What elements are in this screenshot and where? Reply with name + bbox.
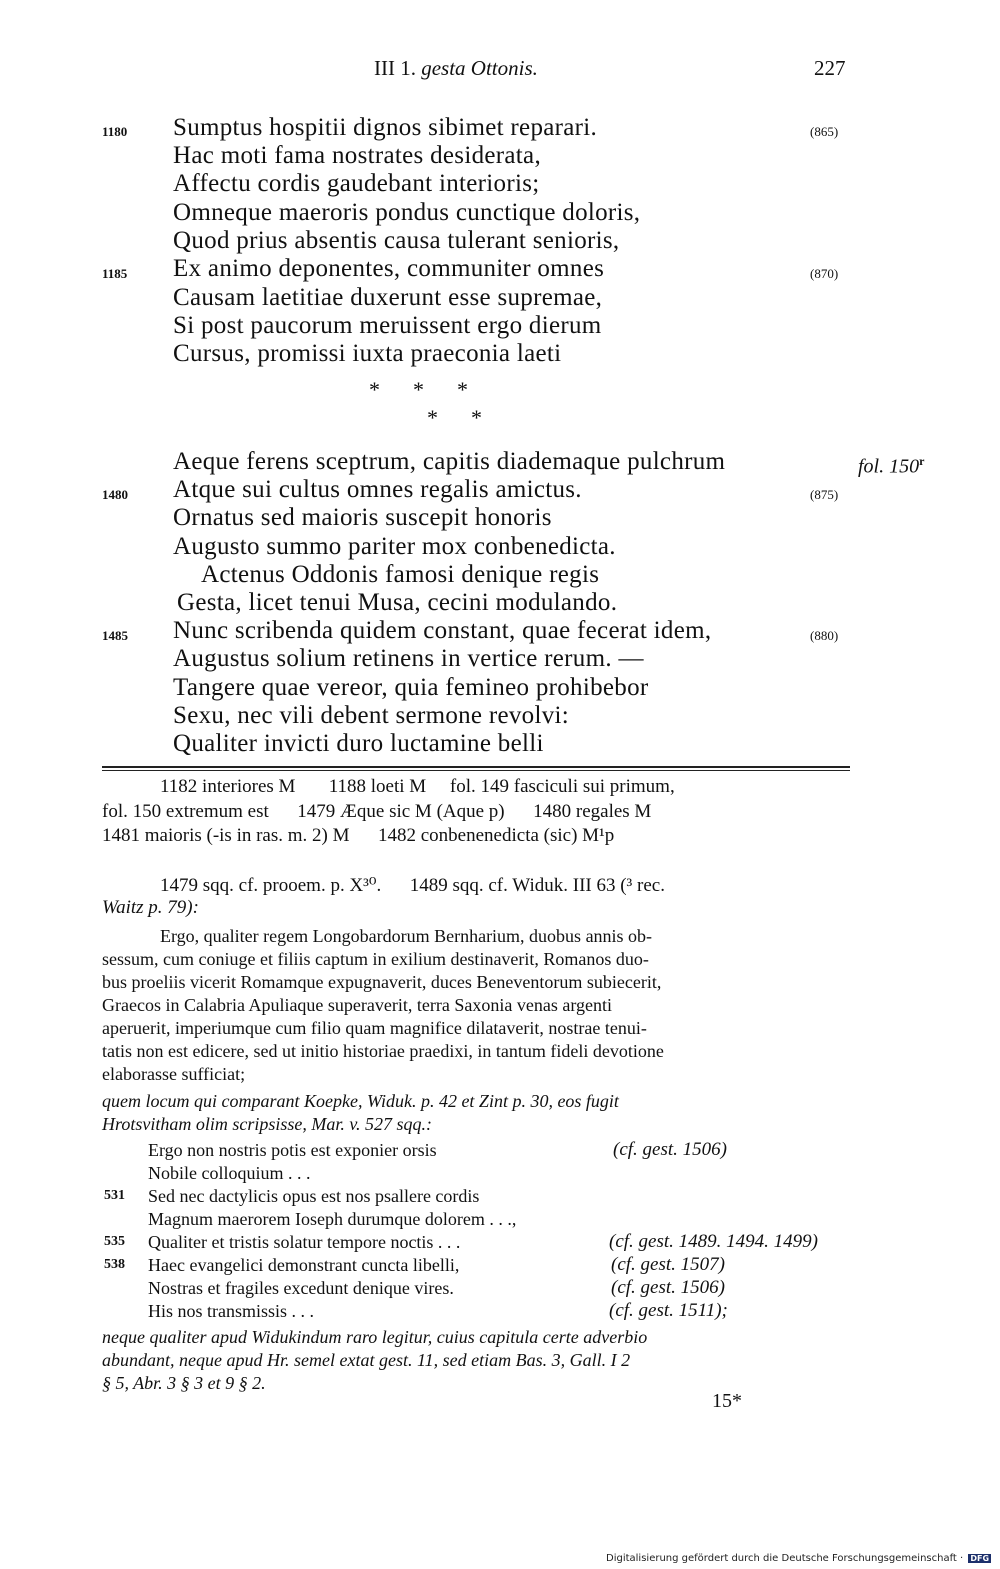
note-line: Waitz p. 79): [102, 897, 199, 918]
verse-line: Si post paucorum meruissent ergo dierum [173, 312, 602, 339]
footer-text: Digitalisierung gefördert durch die Deutsche Forschungsgemeinschaft · [606, 1553, 964, 1564]
maria-ref: (cf. gest. 1506) [611, 1277, 725, 1298]
maria-ref: (cf. gest. 1507) [611, 1254, 725, 1275]
maria-verse: Nobile colloquium . . . [148, 1163, 311, 1183]
closing-line: abundant, neque apud Hr. semel extat gest. 11, sed etiam Bas. 3, Gall. I 2 [102, 1350, 631, 1370]
verse-line: Atque sui cultus omnes regalis amictus. [173, 476, 582, 503]
edition-ref: (870) [810, 266, 839, 281]
maria-ref: (cf. gest. 1506) [613, 1139, 727, 1160]
maria-ref: (cf. gest. 1489. 1494. 1499) [609, 1231, 818, 1252]
verse-line: Ex animo deponentes, communiter omnes [173, 255, 605, 282]
verse-line: Gesta, licet tenui Musa, cecini modulando. [177, 589, 618, 616]
quote-line: tatis non est edicere, sed ut initio historiae praedixi, in tantum fideli devotione [102, 1041, 664, 1061]
folio-marker [858, 454, 924, 479]
quote-line: Graecos in Calabria Apuliaque superaverit, terra Saxonia venas argenti [102, 995, 612, 1015]
line-number: 1485 [102, 628, 128, 643]
closing-line: neque qualiter apud Widukindum raro legitur, cuius capitula certe adverbio [102, 1327, 648, 1347]
closing-line: § 5, Abr. 3 § 3 et 9 § 2. [102, 1373, 266, 1393]
verse-line: Sumptus hospitii dignos sibimet reparari. [173, 114, 598, 141]
verse-line: Ornatus sed maioris suscepit honoris [173, 504, 552, 531]
edition-ref: (880) [810, 628, 839, 643]
edition-ref: (865) [810, 124, 839, 139]
quote-line: Ergo, qualiter regem Longobardorum Bernharium, duobus annis ob- [160, 926, 653, 946]
asterism-row-2: * * [427, 405, 482, 430]
verse-line: Augustus solium retinens in vertice rerum. — [173, 645, 644, 672]
running-head-prefix: III 1. [374, 56, 416, 80]
quote-line: sessum, cum coniuge et filiis captum in exilium destinaverit, Romanos duo- [102, 949, 649, 969]
apparatus-rule-thin [102, 770, 850, 771]
folio-text: fol. 150 [858, 455, 920, 478]
verse-line: Quod prius absentis causa tulerant senioris, [173, 227, 620, 254]
apparatus-rule [102, 766, 850, 768]
verse-line: Cursus, promissi iuxta praeconia laeti [173, 340, 562, 367]
folio-sup: r [919, 454, 925, 468]
verse-line: Tangere quae vereor, quia femineo prohibebor [173, 674, 649, 701]
maria-line-number: 531 [104, 1188, 125, 1203]
quote-line: bus proeliis vicerit Romamque expugnaverit, duces Beneventorum subiecerit, [102, 972, 662, 992]
verse-line: Hac moti fama nostrates desiderata, [173, 142, 541, 169]
comment-line: Hrotsvitham olim scripsisse, Mar. v. 527 sqq.: [102, 1114, 432, 1134]
line-number: 1180 [102, 124, 128, 139]
maria-verse: His nos transmissis . . . [148, 1301, 315, 1321]
running-head [374, 56, 538, 81]
line-number: 1185 [102, 266, 128, 281]
maria-verse: Qualiter et tristis solatur tempore noctis . . . [148, 1232, 461, 1252]
note-line: 1479 sqq. cf. prooem. p. X³⁰. 1489 sqq. cf. Widuk. III 63 (³ rec. [160, 875, 665, 896]
signature-mark: 15* [712, 1390, 742, 1412]
verse-line: Qualiter invicti duro luctamine belli [173, 730, 544, 757]
line-number: 1480 [102, 487, 128, 502]
maria-verse: Nostras et fragiles excedunt denique vires. [148, 1278, 454, 1298]
maria-verse: Magnum maerorem Ioseph durumque dolorem . . ., [148, 1209, 517, 1229]
running-head-title: gesta Ottonis. [421, 56, 538, 80]
verse-line: Omneque maeroris pondus cunctique doloris, [173, 199, 641, 226]
verse-line: Aeque ferens sceptrum, capitis diademaque pulchrum [173, 448, 726, 475]
verse-line: Augusto summo pariter mox conbenedicta. [173, 533, 616, 560]
verse-line: Affectu cordis gaudebant interioris; [173, 170, 540, 197]
page-number: 227 [814, 56, 846, 80]
quote-line: elaborasse sufficiat; [102, 1064, 246, 1084]
maria-line-number: 538 [104, 1257, 125, 1272]
verse-line: Sexu, nec vili debent sermone revolvi: [173, 702, 570, 729]
quote-line: aperuerit, imperiumque cum filio quam magnifice dilataverit, nostrae tenui- [102, 1018, 647, 1038]
verse-line: Actenus Oddonis famosi denique regis [201, 561, 600, 588]
edition-ref: (875) [810, 487, 839, 502]
apparatus-line: 1481 maioris (-is in ras. m. 2) M 1482 conbenenedicta (sic) M¹p [102, 825, 615, 846]
maria-verse: Haec evangelici demonstrant cuncta libelli, [148, 1255, 460, 1275]
verse-line: Nunc scribenda quidem constant, quae fecerat idem, [173, 617, 712, 644]
apparatus-line: fol. 150 extremum est 1479 Æque sic M (Aque p) 1480 regales M [102, 801, 652, 822]
apparatus-line: 1182 interiores M 1188 loeti M fol. 149 fasciculi sui primum, [160, 776, 675, 797]
maria-verse: Ergo non nostris potis est exponier orsis [148, 1140, 437, 1160]
maria-line-number: 535 [104, 1234, 125, 1249]
maria-ref: (cf. gest. 1511); [609, 1300, 728, 1321]
verse-line: Causam laetitiae duxerunt esse supremae, [173, 284, 603, 311]
dfg-logo-icon: DFG [970, 1554, 990, 1563]
asterism-row-1: * * * [369, 377, 468, 402]
maria-verse: Sed nec dactylicis opus est nos psallere cordis [148, 1186, 480, 1206]
digitization-footer [606, 1553, 991, 1564]
comment-line: quem locum qui comparant Koepke, Widuk. p. 42 et Zint p. 30, eos fugit [102, 1091, 619, 1111]
